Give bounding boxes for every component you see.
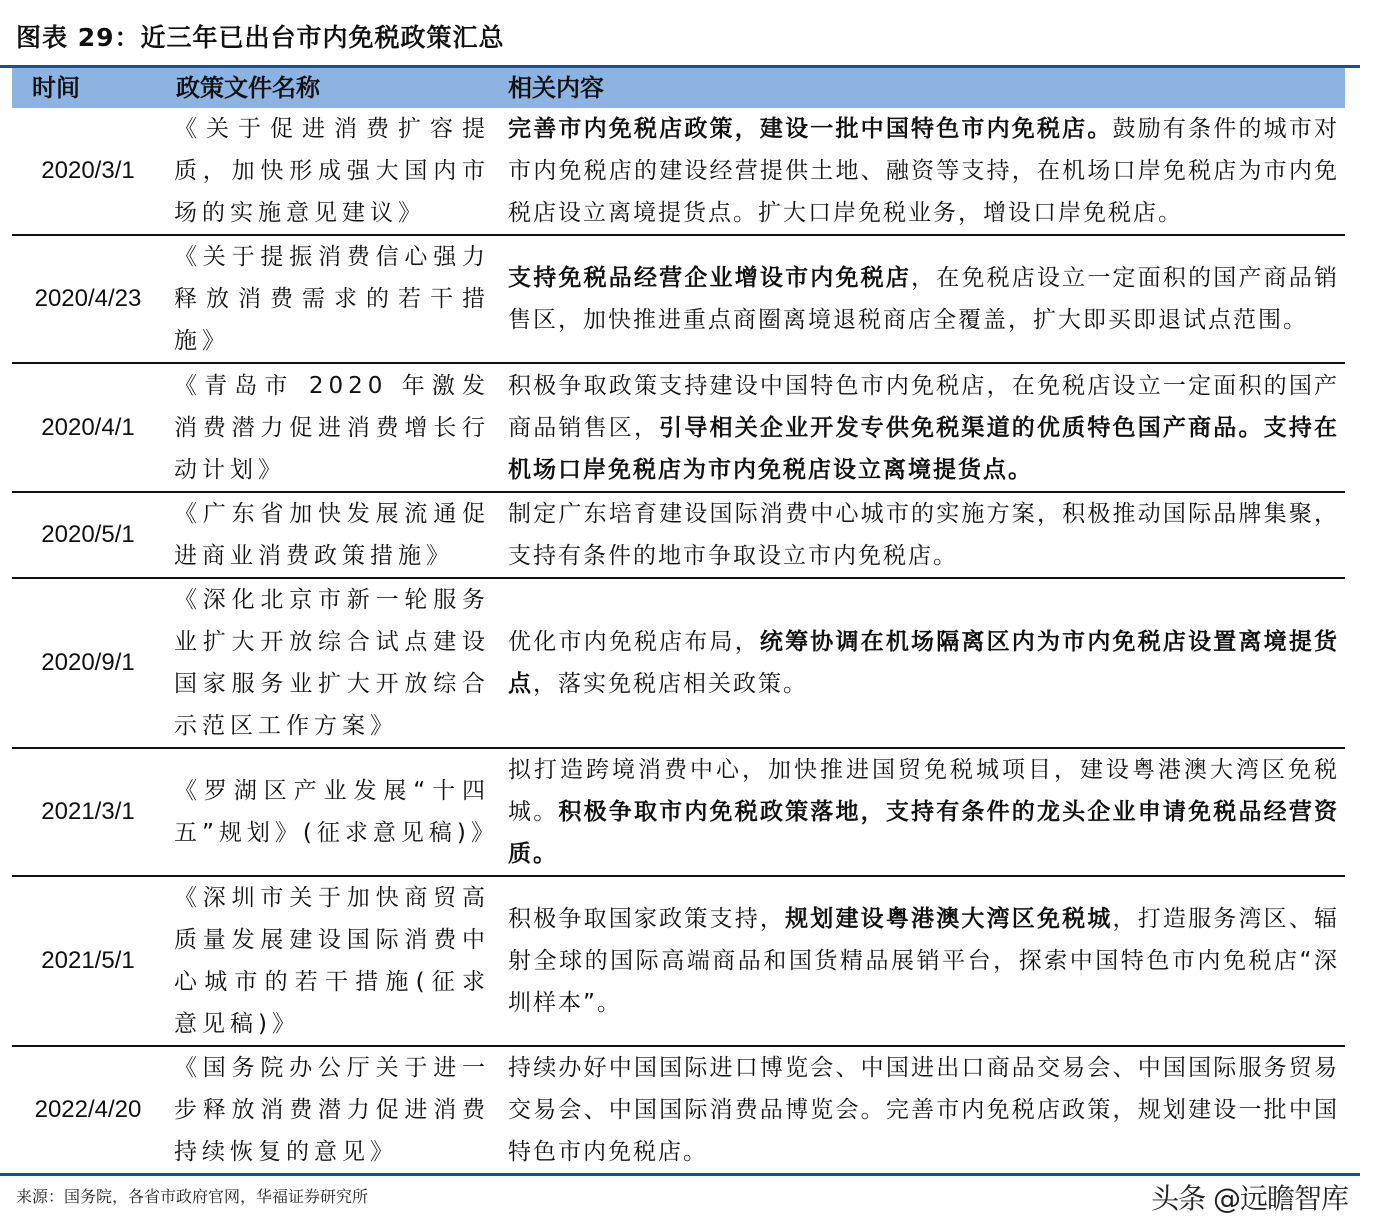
date-cell: 2021/3/1 — [41, 798, 135, 825]
date-cell: 2020/4/1 — [41, 413, 135, 441]
content-segment: ，打造服务湾区、辐射全球的国际高端商品和国货精品展销平台，探索中国特色市内免税店“深圳样本”。 — [508, 906, 1339, 1016]
table-row — [12, 108, 1345, 236]
content-segment: ，落实免税店相关政策。 — [533, 671, 808, 697]
bottom-rule — [0, 1173, 1360, 1226]
table-row — [12, 364, 1345, 493]
table-row — [12, 749, 1345, 877]
date-cell: 2020/5/1 — [41, 521, 135, 548]
content-cell — [508, 493, 1345, 577]
table-row — [12, 493, 1345, 579]
source-note: 来源：国务院，各省市政府官网，华福证券研究所 — [16, 1187, 369, 1206]
policy-name-cell — [174, 877, 508, 1045]
content-text — [508, 621, 1339, 705]
table-header — [12, 68, 1345, 108]
content-bold-segment: 积极争取市内免税政策落地，支持有条件的龙头企业申请免税品经营资质。 — [508, 799, 1339, 867]
date-cell: 2021/5/1 — [41, 947, 135, 974]
content-bold-segment: 完善市内免税店政策，建设一批中国特色市内免税店。 — [508, 116, 1113, 142]
policy-name-cell — [174, 493, 508, 577]
content-text — [508, 108, 1339, 234]
content-cell — [508, 236, 1345, 362]
date-cell: 2020/3/1 — [41, 157, 135, 184]
watermark: 头条 @远瞻智库 — [1151, 1182, 1348, 1215]
table-title: 图表 29：近三年已出台市内免税政策汇总 — [16, 23, 505, 52]
content-segment: 积极争取政策支持建设中国特色市内免税店，在免税店设立一定面积的国产商品销售区， — [508, 372, 1339, 441]
content-bold-segment: 规划建设粤港澳大湾区免税城 — [785, 906, 1113, 932]
content-segment: 拟打造跨境消费中心，加快推进国贸免税城项目，建设粤港澳大湾区免税城。 — [508, 757, 1339, 825]
policy-name: 《关于提振消费信心强力释放消费需求的若干措施》 — [174, 244, 490, 354]
content-text — [508, 365, 1339, 491]
content-cell — [508, 579, 1345, 747]
date-cell: 2020/9/1 — [41, 649, 135, 676]
table-body — [12, 108, 1348, 1226]
policy-name-cell — [174, 1047, 508, 1173]
table-row — [12, 236, 1345, 364]
policy-name: 《广东省加快发展流通促进商业消费政策措施》 — [174, 501, 490, 569]
content-cell — [508, 749, 1345, 875]
content-segment: 制定广东培育建设国际消费中心城市的实施方案，积极推动国际品牌集聚，支持有条件的地市争取设立市内免税店。 — [508, 501, 1339, 569]
row-list — [12, 108, 1345, 1173]
table-row — [12, 877, 1345, 1047]
policy-name-cell — [174, 749, 508, 875]
policy-name-cell — [174, 579, 508, 747]
header-name: 政策文件名称 — [176, 74, 320, 102]
policy-name-cell — [174, 108, 508, 234]
policy-name-cell — [174, 236, 508, 362]
content-text — [508, 493, 1339, 577]
date-cell: 2022/4/20 — [34, 1096, 142, 1123]
content-bold-segment: 统筹协调在机场隔离区内为市内免税店设置离境提货点 — [508, 629, 1339, 697]
policy-name: 《关于促进消费扩容提质，加快形成强大国内市场的实施意见建议》 — [174, 116, 490, 226]
policy-name-cell — [174, 364, 508, 491]
policy-name: 《罗湖区产业发展“十四五”规划》(征求意见稿)》 — [174, 778, 499, 846]
content-text — [508, 1047, 1339, 1173]
table-row — [12, 579, 1345, 749]
header-date: 时间 — [32, 74, 80, 102]
content-text — [508, 257, 1339, 341]
content-segment: 积极争取国家政策支持， — [508, 906, 786, 932]
content-text — [508, 749, 1339, 875]
content-cell — [508, 1047, 1345, 1173]
policy-name: 《青岛市 2020 年激发消费潜力促进消费增长行动计划》 — [174, 372, 490, 483]
date-cell: 2020/4/23 — [34, 285, 142, 312]
content-segment: 鼓励有条件的城市对市内免税店的建设经营提供土地、融资等支持，在机场口岸免税店为市内免税店设立离境提货点。扩大口岸免税业务，增设口岸免税店。 — [508, 116, 1339, 226]
content-segment: ，在免税店设立一定面积的国产商品销售区，加快推进重点商圈离境退税商店全覆盖，扩大即买即退试点范围。 — [508, 265, 1339, 333]
content-segment: 优化市内免税店布局， — [508, 629, 760, 655]
content-cell — [508, 108, 1345, 234]
content-cell — [508, 877, 1345, 1045]
content-cell — [508, 364, 1345, 491]
header-content: 相关内容 — [508, 74, 604, 102]
table-row — [12, 1047, 1345, 1173]
policy-name: 《深圳市关于加快商贸高质量发展建设国际消费中心城市的若干措施(征求意见稿)》 — [174, 885, 490, 1037]
content-bold-segment: 支持免税品经营企业增设市内免税店 — [508, 265, 911, 291]
content-text — [508, 898, 1339, 1024]
content-segment: 持续办好中国国际进口博览会、中国进出口商品交易会、中国国际服务贸易交易会、中国国际消费品博览会。完善市内免税店政策，规划建设一批中国特色市内免税店。 — [508, 1055, 1339, 1165]
policy-name: 《深化北京市新一轮服务业扩大开放综合试点建设国家服务业扩大开放综合示范区工作方案》 — [174, 587, 490, 739]
content-bold-segment: 引导相关企业开发专供免税渠道的优质特色国产商品。支持在机场口岸免税店为市内免税店设立离境提货点。 — [508, 414, 1339, 483]
policy-name: 《国务院办公厅关于进一步释放消费潜力促进消费持续恢复的意见》 — [174, 1055, 490, 1165]
